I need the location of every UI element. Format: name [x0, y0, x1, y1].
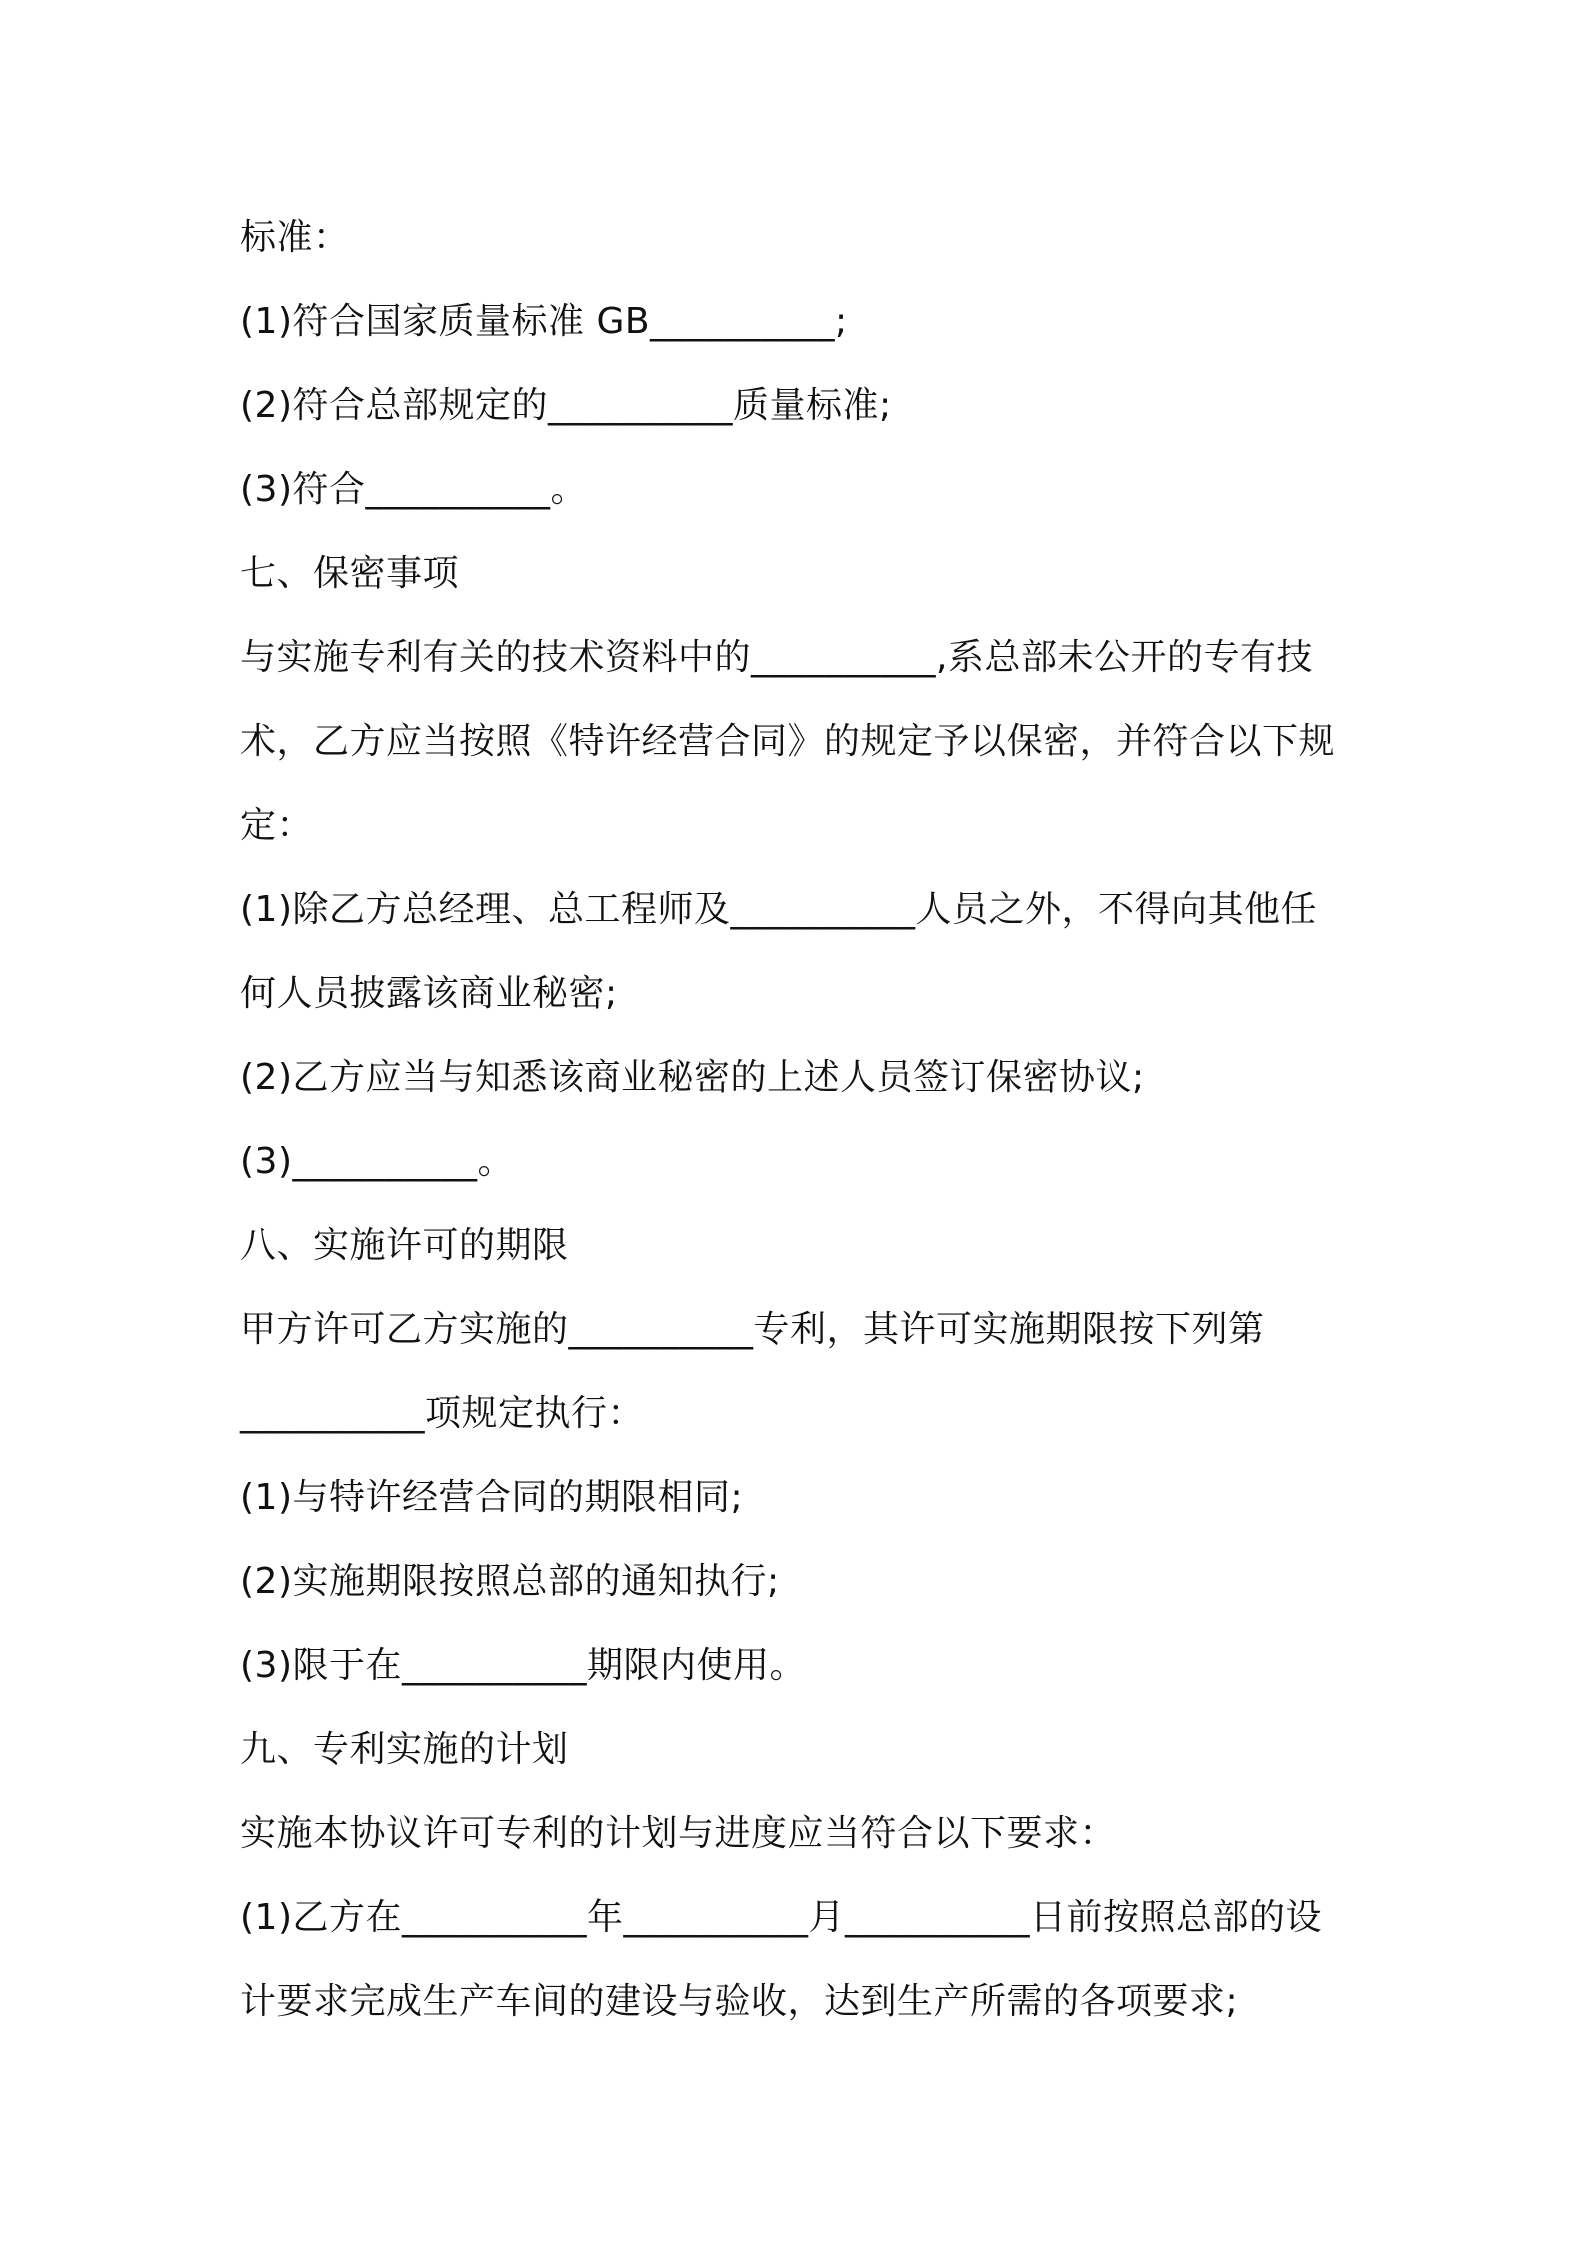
text-line: 实施本协议许可专利的计划与进度应当符合以下要求：	[240, 1813, 1117, 1854]
text-line: 术，乙方应当按照《特许经营合同》的规定予以保密，并符合以下规	[240, 721, 1336, 762]
section-heading: 七、保密事项	[240, 553, 460, 594]
section-heading: 八、实施许可的期限	[240, 1225, 569, 1266]
text-line: 何人员披露该商业秘密;	[240, 973, 618, 1014]
text-line: 定：	[240, 805, 314, 846]
text-line: (2)乙方应当与知悉该商业秘密的上述人员签订保密协议;	[240, 1057, 1145, 1098]
section-heading: 九、专利实施的计划	[240, 1729, 569, 1770]
text-line: 计要求完成生产车间的建设与验收，达到生产所需的各项要求;	[240, 1981, 1239, 2022]
text-line: (1)与特许经营合同的期限相同;	[240, 1477, 744, 1518]
text-line: (3)符合__________。	[240, 469, 587, 510]
text-line: (1)除乙方总经理、总工程师及__________人员之外，不得向其他任	[240, 889, 1317, 930]
text-line: (2)实施期限按照总部的通知执行;	[240, 1561, 780, 1602]
text-line: __________项规定执行：	[240, 1393, 645, 1434]
text-line: 甲方许可乙方实施的__________专利，其许可实施期限按下列第	[240, 1309, 1265, 1350]
text-line: (1)符合国家质量标准 GB__________;	[240, 301, 848, 342]
text-line: (3)__________。	[240, 1141, 514, 1182]
document-body	[240, 196, 1360, 2044]
text-line: 与实施专利有关的技术资料中的__________,系总部未公开的专有技	[240, 637, 1313, 678]
text-line: (1)乙方在__________年__________月__________日前按照总部的设	[240, 1897, 1322, 1938]
text-line: 标准：	[240, 217, 350, 258]
text-line: (2)符合总部规定的__________质量标准;	[240, 385, 892, 426]
text-line: (3)限于在__________期限内使用。	[240, 1645, 806, 1686]
